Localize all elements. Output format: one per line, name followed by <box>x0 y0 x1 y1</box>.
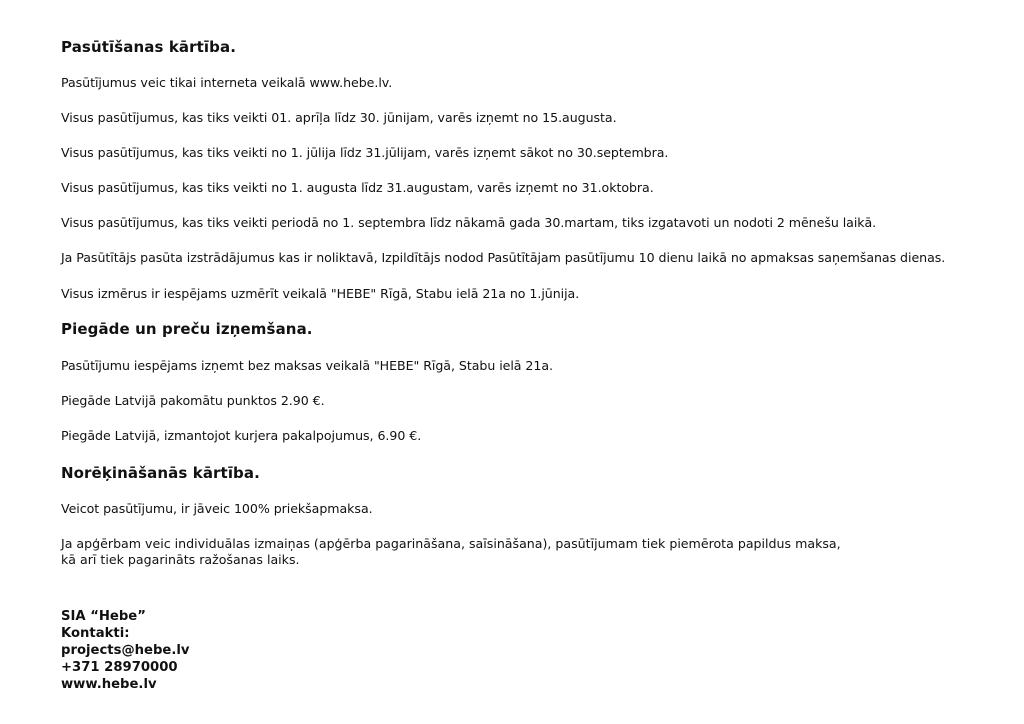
delivery-heading: Piegāde un preču izņemšana. <box>61 320 313 338</box>
ordering-line-7: Visus izmērus ir iespējams uzmērīt veikalā "HEBE" Rīgā, Stabu ielā 21a no 1.jūnija. <box>61 286 580 301</box>
payment-line-1: Veicot pasūtījumu, ir jāveic 100% priekšapmaksa. <box>61 501 373 516</box>
contact-website: www.hebe.lv <box>61 677 157 692</box>
contact-email: projects@hebe.lv <box>61 643 190 658</box>
payment-note-line-2: kā arī tiek pagarināts ražošanas laiks. <box>61 552 300 567</box>
payment-note-line-1: Ja apģērbam veic individuālas izmaiņas (apģērba pagarināšana, saīsināšana), pasūtījumam tiek piemērota papildus maksa, <box>61 536 841 551</box>
payment-heading: Norēķināšanās kārtība. <box>61 464 260 482</box>
ordering-line-4: Visus pasūtījumus, kas tiks veikti no 1. augusta līdz 31.augustam, varēs izņemt no 31.oktobra. <box>61 180 654 195</box>
delivery-line-3: Piegāde Latvijā, izmantojot kurjera pakalpojumus, 6.90 €. <box>61 428 422 443</box>
payment-note <box>61 536 841 568</box>
delivery-line-1: Pasūtījumu iespējams izņemt bez maksas veikalā "HEBE" Rīgā, Stabu ielā 21a. <box>61 358 553 373</box>
ordering-line-3: Visus pasūtījumus, kas tiks veikti no 1. jūlija līdz 31.jūlijam, varēs izņemt sākot no 30.septembra. <box>61 145 669 160</box>
contacts-block <box>61 608 189 693</box>
company-name: SIA “Hebe” <box>61 609 146 624</box>
ordering-heading: Pasūtīšanas kārtība. <box>61 38 236 56</box>
ordering-line-5: Visus pasūtījumus, kas tiks veikti periodā no 1. septembra līdz nākamā gada 30.martam, tiks izgatavoti un nodoti 2 mēnešu laikā. <box>61 215 877 230</box>
delivery-line-2: Piegāde Latvijā pakomātu punktos 2.90 €. <box>61 393 325 408</box>
ordering-line-1: Pasūtījumus veic tikai interneta veikalā www.hebe.lv. <box>61 75 393 90</box>
contact-phone: +371 28970000 <box>61 660 178 675</box>
ordering-line-2: Visus pasūtījumus, kas tiks veikti 01. aprīļa līdz 30. jūnijam, varēs izņemt no 15.augusta. <box>61 110 617 125</box>
ordering-line-6: Ja Pasūtītājs pasūta izstrādājumus kas ir noliktavā, Izpildītājs nodod Pasūtītājam pasūtījumu 10 dienu laikā no apmaksas saņemšanas dienas. <box>61 250 946 265</box>
contacts-label: Kontakti: <box>61 626 130 641</box>
